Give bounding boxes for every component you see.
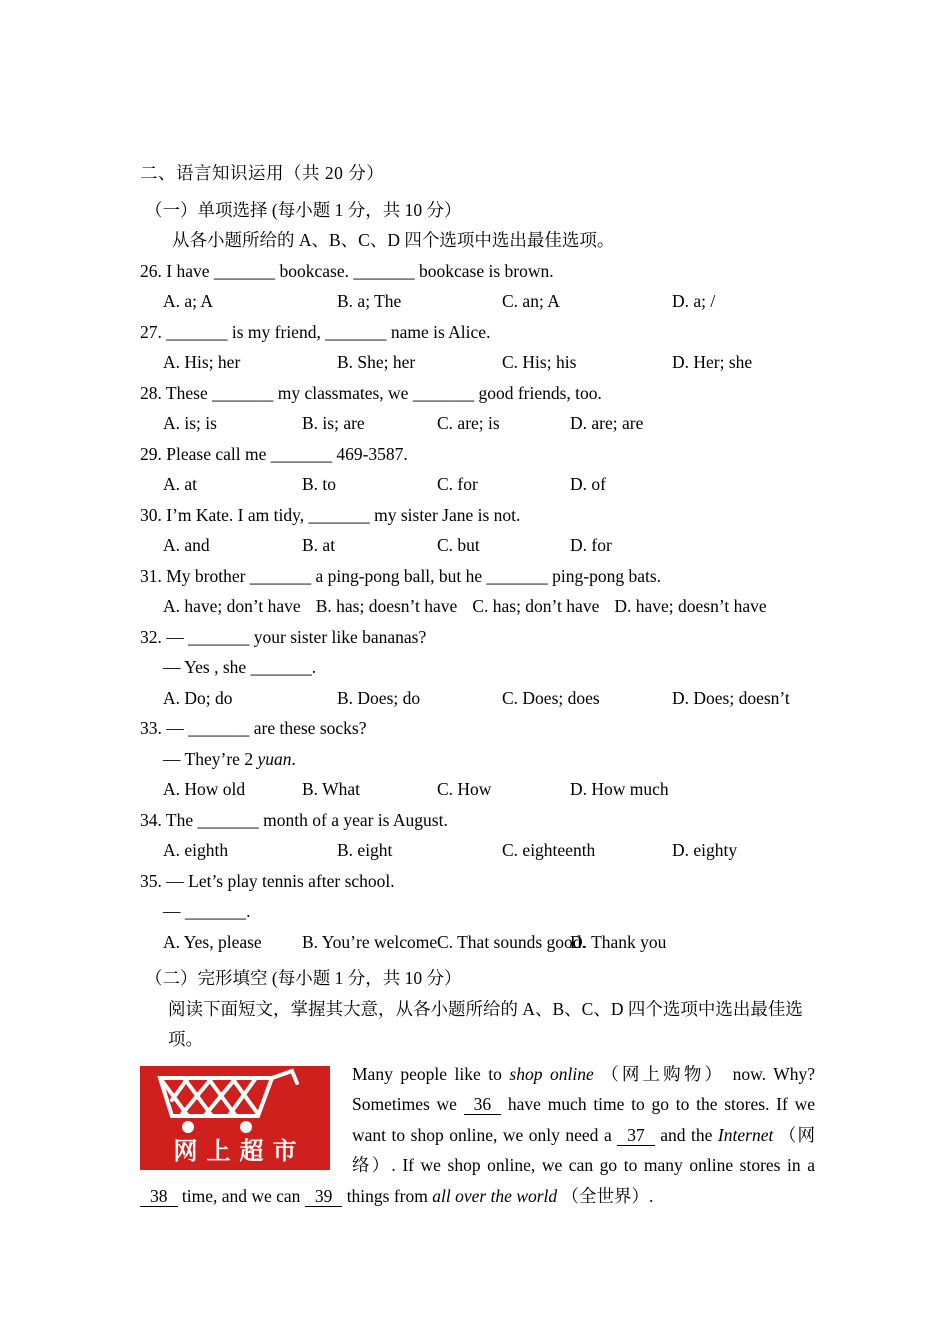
cloze-blank: 38 xyxy=(140,1186,178,1207)
option: D. How much xyxy=(570,779,669,799)
option: C. Does; does xyxy=(502,687,600,708)
option: C. an; A xyxy=(502,291,560,311)
option: A. have; don’t have xyxy=(163,596,301,616)
question-options xyxy=(140,469,815,500)
question-stem xyxy=(140,378,815,409)
option: D. Her; she xyxy=(672,352,753,372)
option: B. at xyxy=(302,535,336,555)
question-options xyxy=(140,774,815,805)
option: D. are; are xyxy=(570,413,644,433)
question-options xyxy=(140,927,815,958)
text-segment: （网络）. If we shop online, we can go to many online stores in a xyxy=(352,1124,815,1175)
text-segment: 33. — _______ are these socks? xyxy=(140,718,367,738)
question-stem xyxy=(140,561,815,592)
cloze-passage xyxy=(140,1059,815,1212)
text-segment: — Yes , she _______. xyxy=(163,657,317,677)
question-options xyxy=(140,591,815,622)
option: B. has; doesn’t have xyxy=(315,596,458,616)
text-segment: （网上购物） now. Why? Sometimes we xyxy=(352,1063,815,1114)
option: D. Does; doesn’t xyxy=(672,687,790,708)
text-segment: 35. — Let’s play tennis after school. xyxy=(140,870,395,891)
option: B. a; The xyxy=(337,291,402,311)
option: C. has; don’t have xyxy=(472,596,600,616)
option: A. His; her xyxy=(163,352,241,372)
cloze-blank: 39 xyxy=(305,1186,343,1207)
questions-list xyxy=(140,256,815,958)
option: A. Do; do xyxy=(163,687,233,708)
cloze-blank: 36 xyxy=(464,1094,502,1115)
question-options xyxy=(140,683,815,714)
text-segment: 27. _______ is my friend, _______ name is Alice. xyxy=(140,321,491,342)
option: C. How xyxy=(437,779,492,799)
text-segment: 32. — _______ your sister like bananas? xyxy=(140,626,427,647)
text-segment: 31. My brother _______ a ping-pong ball, but he _______ ping-pong bats. xyxy=(140,565,662,586)
option: B. Does; do xyxy=(337,687,421,708)
question-response-line xyxy=(140,652,815,683)
online-shop-image xyxy=(140,1066,330,1170)
question-stem xyxy=(140,622,815,653)
option: B. She; her xyxy=(337,352,416,372)
section-title: 二、语言知识运用（共 20 分） xyxy=(140,163,385,183)
text-segment: 34. The _______ month of a year is August. xyxy=(140,809,448,830)
question-stem xyxy=(140,500,815,531)
option: A. at xyxy=(163,474,198,494)
option: B. to xyxy=(302,474,337,494)
option: C. His; his xyxy=(502,352,577,372)
option: C. eighteenth xyxy=(502,840,596,860)
option: D. Thank you xyxy=(570,931,667,952)
question-stem xyxy=(140,439,815,470)
part2-title: （二）完形填空 (每小题 1 分，共 10 分） xyxy=(145,968,462,988)
text-segment: have much time to go to the stores. If we want to shop online, we only need a xyxy=(352,1094,815,1145)
option: B. is; are xyxy=(302,413,365,433)
option: D. eighty xyxy=(672,840,738,860)
text-segment: 29. Please call me _______ 469-3587. xyxy=(140,443,408,464)
part1-title: （一）单项选择 (每小题 1 分，共 10 分） xyxy=(145,199,462,220)
option: D. have; doesn’t have xyxy=(614,596,767,616)
option: B. eight xyxy=(337,840,393,860)
option: A. is; is xyxy=(163,413,217,433)
text-segment: Internet xyxy=(717,1124,774,1145)
question-stem xyxy=(140,805,815,836)
option: B. What xyxy=(302,779,361,799)
text-segment: yuan xyxy=(257,748,292,769)
question-response-line xyxy=(140,896,815,927)
question-stem xyxy=(140,256,815,287)
question-response-line xyxy=(140,744,815,775)
option: C. but xyxy=(437,535,480,555)
option: C. are; is xyxy=(437,413,500,433)
text-segment: time, and we can xyxy=(177,1185,305,1206)
text-segment: shop online xyxy=(509,1063,594,1084)
part1-instruction: 从各小题所给的 A、B、C、D 四个选项中选出最佳选项。 xyxy=(172,230,615,250)
shopping-cart-icon xyxy=(140,1066,330,1136)
text-segment: . xyxy=(291,748,296,769)
text-segment: 26. I have _______ bookcase. _______ bookcase is brown. xyxy=(140,260,554,281)
question-stem xyxy=(140,866,815,897)
question-options xyxy=(140,286,815,317)
text-segment: things from xyxy=(342,1185,433,1206)
text-segment: 30. I’m Kate. I am tidy, _______ my sister Jane is not. xyxy=(140,504,521,525)
option: A. a; A xyxy=(163,291,214,311)
option: D. a; / xyxy=(672,291,716,311)
question-options xyxy=(140,408,815,439)
text-segment: （全世界）. xyxy=(557,1185,654,1206)
cloze-blank: 37 xyxy=(617,1125,655,1146)
online-shop-label: 网上超市 xyxy=(173,1138,306,1165)
option: D. of xyxy=(570,474,606,494)
option: C. That sounds good. xyxy=(437,931,586,952)
option: C. for xyxy=(437,474,478,494)
question-options xyxy=(140,347,815,378)
part2-instruction: 阅读下面短文，掌握其大意，从各小题所给的 A、B、C、D 四个选项中选出最佳选项。 xyxy=(168,998,803,1049)
option: B. You’re welcome xyxy=(302,931,438,952)
text-segment: — _______. xyxy=(163,901,251,921)
question-options xyxy=(140,835,815,866)
text-segment: Many people like to xyxy=(352,1063,510,1084)
text-segment: and the xyxy=(654,1124,718,1145)
text-segment: all over the world xyxy=(432,1185,558,1206)
option: A. and xyxy=(163,535,210,555)
question-stem xyxy=(140,317,815,348)
option: A. eighth xyxy=(163,840,229,860)
option: A. How old xyxy=(163,779,246,799)
question-stem xyxy=(140,713,815,744)
option: A. Yes, please xyxy=(163,931,262,952)
text-segment: 28. These _______ my classmates, we _______ good friends, too. xyxy=(140,382,602,403)
option: D. for xyxy=(570,535,612,555)
text-segment: — They’re 2 xyxy=(163,748,258,769)
question-options xyxy=(140,530,815,561)
